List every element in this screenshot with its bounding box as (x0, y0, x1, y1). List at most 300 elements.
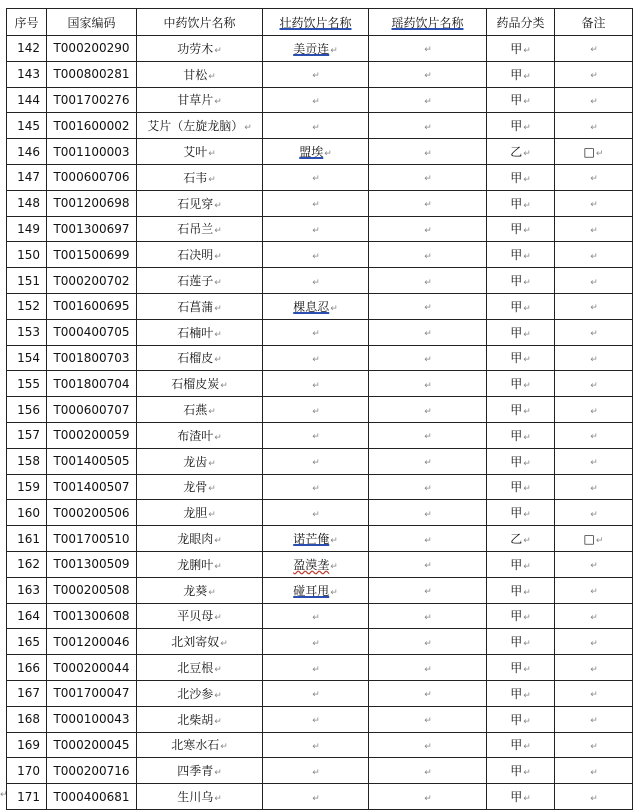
paragraph-mark-icon: ↵ (424, 793, 432, 804)
seq-cell (7, 655, 47, 681)
seq-cell-text: 145 (17, 118, 40, 133)
class-cell-text: 甲 (510, 480, 523, 495)
paragraph-mark-icon: ↵ (590, 767, 598, 778)
class-cell-text: 甲 (510, 325, 523, 340)
paragraph-mark-icon: ↵ (595, 535, 604, 546)
seq-cell-text: 166 (17, 660, 40, 675)
header-seq: 序号 (7, 9, 47, 36)
seq-cell (7, 87, 47, 113)
paragraph-mark-icon: ↵ (523, 45, 531, 56)
tcm-name-cell (137, 293, 263, 319)
class-cell (487, 36, 555, 62)
seq-cell (7, 474, 47, 500)
tcm-name-cell (137, 345, 263, 371)
yao-name-cell (369, 293, 487, 319)
class-cell-text: 乙 (510, 145, 523, 160)
tcm-name-cell-text: 平贝母 (177, 609, 214, 624)
seq-cell-text: 152 (17, 299, 40, 314)
seq-cell (7, 319, 47, 345)
seq-cell-text: 160 (17, 505, 40, 520)
class-cell (487, 629, 555, 655)
class-cell-text: 甲 (510, 274, 523, 289)
table-row (7, 784, 633, 810)
yao-name-cell (369, 758, 487, 784)
zhuang-name-cell (263, 577, 369, 603)
paragraph-mark-icon: ↵ (312, 225, 320, 236)
code-cell-text: T001300697 (53, 221, 130, 236)
header-class: 药品分类 (487, 9, 555, 36)
paragraph-mark-icon: ↵ (312, 122, 320, 133)
zhuang-name-cell (263, 371, 369, 397)
seq-cell-text: 148 (17, 196, 40, 211)
seq-cell (7, 216, 47, 242)
paragraph-mark-icon: ↵ (523, 613, 531, 624)
paragraph-mark-icon: ↵ (330, 536, 338, 547)
note-cell (555, 577, 633, 603)
class-cell-text: 甲 (510, 635, 523, 650)
tcm-name-cell (137, 474, 263, 500)
table-row (7, 526, 633, 552)
class-cell-text: 甲 (510, 196, 523, 211)
note-cell (555, 680, 633, 706)
code-cell (47, 448, 137, 474)
seq-cell-text: 150 (17, 247, 40, 262)
code-cell-text: T000200045 (53, 737, 130, 752)
paragraph-mark-icon: ↵ (424, 200, 432, 211)
paragraph-mark-icon: ↵ (214, 252, 222, 263)
paragraph-mark-icon: ↵ (590, 612, 598, 623)
paragraph-mark-icon: ↵ (424, 432, 432, 443)
paragraph-mark-icon: ↵ (220, 639, 228, 650)
table-row (7, 113, 633, 139)
paragraph-mark-icon: ↵ (523, 252, 531, 263)
tcm-name-cell (137, 655, 263, 681)
class-cell-text: 甲 (510, 712, 523, 727)
paragraph-mark-icon: ↵ (523, 329, 531, 340)
paragraph-mark-icon: ↵ (312, 277, 320, 288)
yao-name-cell (369, 448, 487, 474)
paragraph-mark-icon: ↵ (424, 483, 432, 494)
paragraph-mark-icon: ↵ (590, 303, 598, 314)
paragraph-mark-icon: ↵ (312, 458, 320, 469)
code-cell-text: T001600002 (53, 118, 130, 133)
paragraph-mark-icon: ↵ (523, 97, 531, 108)
code-cell-text: T001400507 (53, 479, 130, 494)
header-yao-name: 瑶药饮片名称 (369, 9, 487, 36)
zhuang-name-cell-text: 碰耳甩 (293, 583, 330, 598)
seq-cell (7, 345, 47, 371)
paragraph-mark-icon: ↵ (312, 71, 320, 82)
class-cell-text: 甲 (510, 661, 523, 676)
table-row (7, 242, 633, 268)
seq-cell (7, 577, 47, 603)
tcm-name-cell-text: 石楠叶 (177, 325, 214, 340)
paragraph-mark-icon: ↵ (523, 639, 531, 650)
table-row (7, 655, 633, 681)
paragraph-mark-icon: ↵ (523, 355, 531, 366)
paragraph-mark-icon: ↵ (523, 123, 531, 134)
code-cell-text: T000100043 (53, 712, 130, 727)
class-cell (487, 474, 555, 500)
tcm-name-cell-text: 艾片（左旋龙脑） (147, 119, 244, 134)
note-cell (555, 706, 633, 732)
zhuang-name-cell (263, 190, 369, 216)
paragraph-mark-icon: ↵ (312, 716, 320, 727)
code-cell-text: T001300608 (53, 608, 130, 623)
seq-cell-text: 151 (17, 273, 40, 288)
seq-cell-text: 162 (17, 557, 40, 572)
seq-cell (7, 603, 47, 629)
paragraph-mark-icon: ↵ (523, 510, 531, 521)
paragraph-mark-icon: ↵ (214, 561, 222, 572)
yao-name-cell (369, 242, 487, 268)
paragraph-mark-icon: ↵ (424, 406, 432, 417)
note-cell (555, 242, 633, 268)
zhuang-name-cell (263, 87, 369, 113)
header-tcm-name: 中药饮片名称 (137, 9, 263, 36)
yao-name-cell (369, 371, 487, 397)
zhuang-name-cell (263, 655, 369, 681)
seq-cell-text: 161 (17, 531, 40, 546)
seq-cell-text: 154 (17, 350, 40, 365)
class-cell (487, 87, 555, 113)
paragraph-mark-icon: ↵ (312, 380, 320, 391)
code-cell (47, 784, 137, 810)
zhuang-name-cell (263, 551, 369, 577)
paragraph-mark-icon: ↵ (424, 380, 432, 391)
code-cell-text: T000200044 (53, 660, 130, 675)
header-zhuang-name: 壮药饮片名称 (263, 9, 369, 36)
seq-cell (7, 758, 47, 784)
zhuang-name-cell (263, 164, 369, 190)
paragraph-mark-icon: ↵ (523, 226, 531, 237)
yao-name-cell (369, 164, 487, 190)
paragraph-mark-icon: ↵ (208, 71, 216, 82)
class-cell-text: 甲 (510, 738, 523, 753)
paragraph-mark-icon: ↵ (590, 793, 598, 804)
tcm-name-cell-text: 布渣叶 (177, 428, 214, 443)
paragraph-mark-icon: ↵ (312, 174, 320, 185)
note-cell (555, 113, 633, 139)
paragraph-mark-icon: ↵ (424, 251, 432, 262)
note-cell (555, 474, 633, 500)
tcm-name-cell (137, 242, 263, 268)
code-cell-text: T001300509 (53, 557, 130, 572)
yao-name-cell (369, 577, 487, 603)
seq-cell (7, 164, 47, 190)
tcm-name-cell-text: 石榴皮炭 (171, 377, 220, 392)
paragraph-mark-icon: ↵ (312, 767, 320, 778)
zhuang-name-cell (263, 706, 369, 732)
code-cell (47, 216, 137, 242)
seq-cell-text: 169 (17, 737, 40, 752)
paragraph-mark-icon: ↵ (523, 174, 531, 185)
paragraph-mark-icon: ↵ (424, 741, 432, 752)
paragraph-mark-icon: ↵ (312, 509, 320, 520)
paragraph-mark-icon: ↵ (0, 790, 8, 800)
tcm-name-cell-text: 龙脷叶 (177, 557, 214, 572)
paragraph-mark-icon: ↵ (523, 561, 531, 572)
tcm-name-cell (137, 36, 263, 62)
note-cell-text: □ (583, 531, 595, 546)
paragraph-mark-icon: ↵ (590, 45, 598, 56)
code-cell-text: T001400505 (53, 454, 130, 469)
code-cell (47, 706, 137, 732)
tcm-name-cell-text: 四季青 (177, 764, 214, 779)
zhuang-name-cell (263, 61, 369, 87)
paragraph-mark-icon: ↵ (590, 329, 598, 340)
table-row (7, 36, 633, 62)
tcm-name-cell-text: 石燕 (183, 403, 208, 418)
note-cell (555, 629, 633, 655)
note-cell (555, 190, 633, 216)
class-cell-text: 甲 (510, 428, 523, 443)
seq-cell-text: 157 (17, 428, 40, 443)
table-row (7, 293, 633, 319)
paragraph-mark-icon: ↵ (208, 174, 216, 185)
paragraph-mark-icon: ↵ (214, 200, 222, 211)
note-cell (555, 397, 633, 423)
class-cell-text: 甲 (510, 764, 523, 779)
yao-name-cell (369, 268, 487, 294)
seq-cell-text: 147 (17, 170, 40, 185)
class-cell-text: 乙 (510, 532, 523, 547)
zhuang-name-cell (263, 500, 369, 526)
tcm-name-cell-text: 龙葵 (183, 583, 208, 598)
code-cell (47, 474, 137, 500)
code-cell (47, 164, 137, 190)
paragraph-mark-icon: ↵ (214, 278, 222, 289)
yao-name-cell (369, 397, 487, 423)
code-cell-text: T001800704 (53, 376, 130, 391)
paragraph-mark-icon: ↵ (312, 483, 320, 494)
class-cell (487, 319, 555, 345)
tcm-name-cell (137, 319, 263, 345)
paragraph-mark-icon: ↵ (214, 432, 222, 443)
table-row (7, 190, 633, 216)
yao-name-cell (369, 61, 487, 87)
class-cell (487, 345, 555, 371)
yao-name-cell (369, 706, 487, 732)
zhuang-name-cell (263, 758, 369, 784)
class-cell (487, 448, 555, 474)
tcm-name-cell (137, 577, 263, 603)
paragraph-mark-icon: ↵ (214, 794, 222, 804)
note-cell (555, 36, 633, 62)
paragraph-mark-icon: ↵ (312, 638, 320, 649)
paragraph-mark-icon: ↵ (220, 742, 228, 753)
seq-cell (7, 190, 47, 216)
paragraph-mark-icon: ↵ (590, 71, 598, 82)
paragraph-mark-icon: ↵ (312, 612, 320, 623)
class-cell-text: 甲 (510, 119, 523, 134)
yao-name-cell (369, 603, 487, 629)
yao-name-cell (369, 216, 487, 242)
paragraph-mark-icon: ↵ (590, 561, 598, 572)
class-cell-text: 甲 (510, 67, 523, 82)
tcm-name-cell (137, 268, 263, 294)
note-cell (555, 422, 633, 448)
seq-cell (7, 371, 47, 397)
tcm-name-cell (137, 758, 263, 784)
paragraph-mark-icon: ↵ (312, 354, 320, 365)
yao-name-cell (369, 655, 487, 681)
seq-cell (7, 629, 47, 655)
header-note: 备注 (555, 9, 633, 36)
code-cell-text: T001100003 (53, 144, 130, 159)
paragraph-mark-icon: ↵ (424, 329, 432, 340)
tcm-name-cell (137, 551, 263, 577)
zhuang-name-cell (263, 36, 369, 62)
yao-name-cell (369, 36, 487, 62)
paragraph-mark-icon: ↵ (424, 509, 432, 520)
tcm-name-cell-text: 北柴胡 (177, 712, 214, 727)
paragraph-mark-icon: ↵ (523, 71, 531, 82)
class-cell (487, 500, 555, 526)
tcm-name-cell (137, 629, 263, 655)
class-cell-text: 甲 (510, 248, 523, 263)
code-cell (47, 293, 137, 319)
code-cell-text: T000600707 (53, 402, 130, 417)
paragraph-mark-icon: ↵ (424, 174, 432, 185)
tcm-name-cell-text: 甘草片 (177, 93, 214, 108)
paragraph-mark-icon: ↵ (590, 716, 598, 727)
tcm-name-cell (137, 603, 263, 629)
class-cell-text: 甲 (510, 557, 523, 572)
seq-cell (7, 242, 47, 268)
code-cell (47, 732, 137, 758)
table-row (7, 61, 633, 87)
tcm-name-cell-text: 北刘寄奴 (171, 635, 220, 650)
tcm-name-cell (137, 706, 263, 732)
seq-cell (7, 706, 47, 732)
paragraph-mark-icon: ↵ (590, 251, 598, 262)
paragraph-mark-icon: ↵ (523, 587, 531, 598)
code-cell (47, 680, 137, 706)
seq-cell (7, 139, 47, 165)
seq-cell-text: 168 (17, 712, 40, 727)
class-cell (487, 397, 555, 423)
paragraph-mark-icon: ↵ (424, 225, 432, 236)
class-cell (487, 732, 555, 758)
zhuang-name-cell (263, 732, 369, 758)
class-cell (487, 242, 555, 268)
zhuang-name-cell-text: 诺芒俺 (293, 532, 330, 547)
note-cell (555, 655, 633, 681)
seq-cell-text: 170 (17, 763, 40, 778)
paragraph-mark-icon: ↵ (330, 561, 338, 572)
code-cell-text: T000200702 (53, 273, 130, 288)
note-cell (555, 758, 633, 784)
paragraph-mark-icon: ↵ (214, 303, 222, 314)
class-cell (487, 526, 555, 552)
code-cell-text: T000400681 (53, 789, 130, 804)
class-cell-text: 甲 (510, 299, 523, 314)
paragraph-mark-icon: ↵ (312, 406, 320, 417)
zhuang-name-cell (263, 422, 369, 448)
medicine-table (6, 8, 633, 810)
paragraph-mark-icon: ↵ (312, 251, 320, 262)
paragraph-mark-icon: ↵ (424, 71, 432, 82)
seq-cell-text: 167 (17, 686, 40, 701)
tcm-name-cell-text: 石榴皮 (177, 351, 214, 366)
seq-cell (7, 397, 47, 423)
paragraph-mark-icon: ↵ (523, 665, 531, 676)
paragraph-mark-icon: ↵ (208, 458, 216, 469)
zhuang-name-cell (263, 680, 369, 706)
yao-name-cell (369, 87, 487, 113)
paragraph-mark-icon: ↵ (590, 587, 598, 598)
code-cell-text: T001800703 (53, 350, 130, 365)
zhuang-name-cell (263, 293, 369, 319)
tcm-name-cell (137, 216, 263, 242)
paragraph-mark-icon: ↵ (208, 510, 216, 521)
class-cell (487, 758, 555, 784)
yao-name-cell (369, 474, 487, 500)
paragraph-mark-icon: ↵ (523, 303, 531, 314)
paragraph-mark-icon: ↵ (424, 45, 432, 56)
class-cell (487, 422, 555, 448)
code-cell-text: T001200046 (53, 634, 130, 649)
paragraph-mark-icon: ↵ (330, 587, 338, 598)
seq-cell-text: 146 (17, 144, 40, 159)
code-cell-text: T000200508 (53, 583, 130, 598)
paragraph-mark-icon: ↵ (424, 96, 432, 107)
yao-name-cell (369, 784, 487, 810)
paragraph-mark-icon: ↵ (523, 149, 531, 160)
code-cell (47, 577, 137, 603)
paragraph-mark-icon: ↵ (424, 690, 432, 701)
zhuang-name-cell (263, 216, 369, 242)
paragraph-mark-icon: ↵ (312, 664, 320, 675)
class-cell-text: 甲 (510, 222, 523, 237)
seq-cell (7, 293, 47, 319)
code-cell (47, 371, 137, 397)
code-cell-text: T000200506 (53, 505, 130, 520)
class-cell (487, 603, 555, 629)
paragraph-mark-icon: ↵ (424, 664, 432, 675)
paragraph-mark-icon: ↵ (590, 690, 598, 701)
seq-cell (7, 526, 47, 552)
table-row (7, 732, 633, 758)
header-row (7, 9, 633, 36)
paragraph-mark-icon: ↵ (424, 122, 432, 133)
yao-name-cell (369, 190, 487, 216)
code-cell (47, 397, 137, 423)
seq-cell (7, 36, 47, 62)
tcm-name-cell-text: 石见穿 (177, 196, 214, 211)
seq-cell (7, 268, 47, 294)
paragraph-mark-icon: ↵ (523, 742, 531, 753)
paragraph-mark-icon: ↵ (595, 148, 604, 159)
paragraph-mark-icon: ↵ (590, 380, 598, 391)
table-row (7, 216, 633, 242)
note-cell (555, 732, 633, 758)
paragraph-mark-icon: ↵ (324, 149, 332, 160)
table-row (7, 551, 633, 577)
paragraph-mark-icon: ↵ (424, 354, 432, 365)
class-cell-text: 甲 (510, 377, 523, 392)
tcm-name-cell (137, 371, 263, 397)
class-cell (487, 551, 555, 577)
tcm-name-cell (137, 113, 263, 139)
paragraph-mark-icon: ↵ (330, 45, 338, 56)
class-cell-text: 甲 (510, 790, 523, 804)
tcm-name-cell-text: 石莲子 (177, 274, 214, 289)
class-cell (487, 113, 555, 139)
tcm-name-cell-text: 龙胆 (183, 506, 208, 521)
seq-cell-text: 149 (17, 221, 40, 236)
